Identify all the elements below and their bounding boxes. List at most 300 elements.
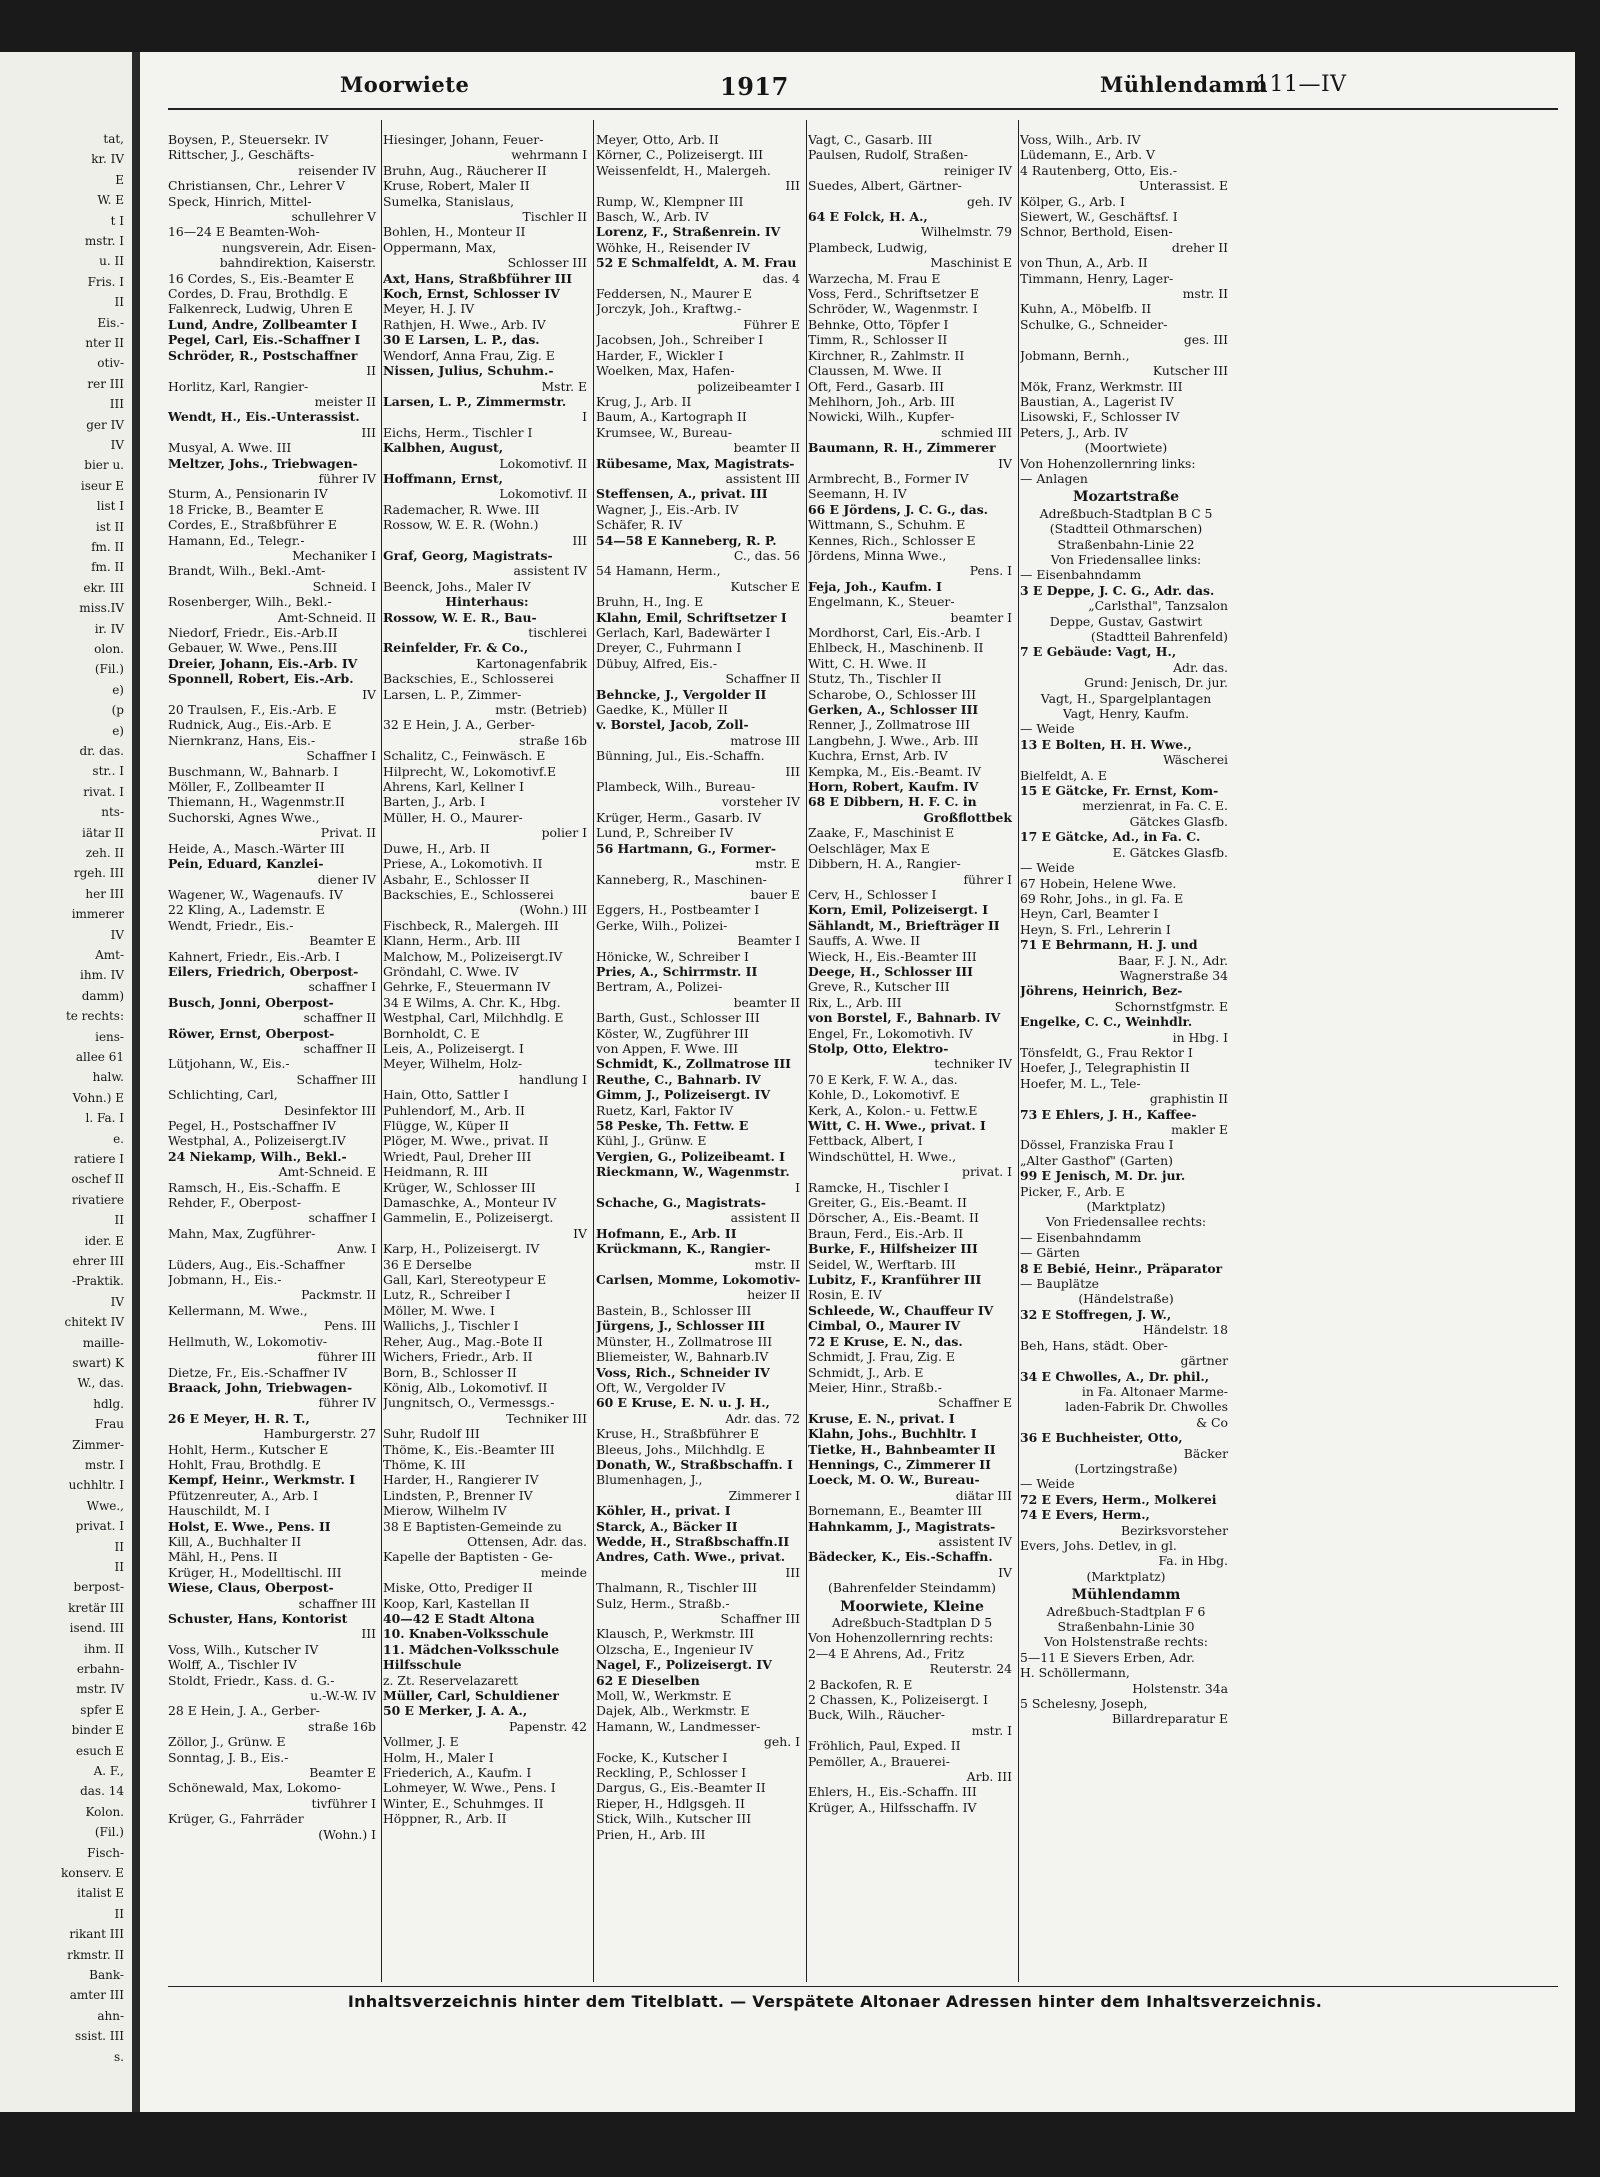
directory-entry-line: Höppner, R., Arb. II	[383, 1811, 507, 1827]
directory-entry-line: Westphal, A., Polizeisergt.IV	[168, 1133, 346, 1149]
directory-entry-line: Adreßbuch-Stadtplan F 6	[1046, 1603, 1206, 1619]
margin-fragment: ider. E	[84, 1233, 124, 1248]
directory-entry-line: Andres, Cath. Wwe., privat.	[596, 1549, 786, 1565]
directory-entry-line: Mstr. E	[541, 378, 587, 394]
directory-entry-line: Seemann, H. IV	[808, 486, 907, 502]
directory-entry-line: Speck, Hinrich, Mittel-	[168, 193, 312, 209]
directory-entry-line: Krüger, Herm., Gasarb. IV	[596, 809, 762, 825]
directory-entry-line: Malchow, M., Polizeisergt.IV	[383, 948, 563, 964]
directory-entry-line: Nowicki, Wilh., Kupfer-	[808, 409, 955, 425]
directory-entry-line: 17 E Gätcke, Ad., in Fa. C.	[1020, 829, 1201, 845]
margin-fragment: nter II	[85, 336, 124, 350]
directory-entry-line: wehrmann I	[511, 147, 587, 163]
directory-entry-line: schaffner III	[298, 1595, 376, 1611]
directory-entry-line: Hahnkamm, J., Magistrats-	[808, 1518, 996, 1534]
directory-entry-line: reiniger IV	[943, 162, 1012, 178]
margin-fragment: ratiere I	[73, 1152, 124, 1166]
directory-entry-line: Baar, F. J. N., Adr.	[1118, 952, 1228, 968]
directory-entry-line: Suhr, Rudolf III	[383, 1426, 480, 1442]
directory-entry-line: Wieck, H., Eis.-Beamter III	[808, 948, 977, 964]
directory-entry-line: Jorczyk, Joh., Kraftwg.-	[596, 301, 742, 317]
directory-entry-line: handlung I	[519, 1071, 587, 1087]
directory-entry-line: Adr. das. 72	[725, 1410, 800, 1426]
directory-entry-line: Schalitz, C., Feinwäsch. E	[383, 748, 546, 764]
margin-fragment: fm. II	[91, 540, 124, 554]
directory-entry-line: Reuthe, C., Bahnarb. IV	[596, 1071, 761, 1087]
directory-entry-line: Woelken, Max, Hafen-	[596, 363, 735, 379]
directory-entry-line: (Wohn.) III	[519, 902, 587, 918]
directory-entry-line: Reuterstr. 24	[929, 1661, 1012, 1677]
directory-entry-line: Beamter E	[309, 933, 376, 949]
directory-entry-line: Schneid. I	[312, 578, 376, 594]
directory-entry-line: Schäfer, R. IV	[596, 517, 683, 533]
directory-entry-line: Rossow, W. E. R., Bau-	[383, 609, 537, 625]
directory-entry-line: Hoffmann, Ernst,	[383, 470, 503, 486]
directory-entry-line: Holm, H., Maler I	[383, 1749, 494, 1765]
directory-entry-line: 15 E Gätcke, Fr. Ernst, Kom-	[1020, 783, 1219, 799]
directory-entry-line: Schröder, R., Postschaffner	[168, 347, 358, 363]
directory-entry-line: Beenck, Johs., Maler IV	[383, 578, 531, 594]
directory-entry-line: 16—24 E Beamten-Woh-	[168, 224, 320, 240]
directory-entry-line: Meyer, H. J. IV	[383, 301, 475, 317]
margin-fragment: Amt-	[95, 948, 124, 962]
directory-entry-line: Hinterhaus:	[445, 594, 529, 610]
directory-entry-line: Rump, W., Klempner III	[596, 193, 744, 209]
directory-entry-line: Cordes, D. Frau, Brothdlg. E	[168, 286, 348, 302]
margin-fragment: IV	[110, 1294, 124, 1309]
directory-entry-line: — Bauplätze	[1020, 1276, 1099, 1292]
directory-entry-line: diätar III	[955, 1487, 1012, 1503]
directory-entry-line: Adreßbuch-Stadtplan D 5	[831, 1615, 993, 1630]
directory-entry-line: Sählandt, M., Briefträger II	[808, 917, 1000, 933]
directory-entry-line: (Händelstraße)	[1078, 1291, 1174, 1307]
directory-entry-line: Hamann, W., Landmesser-	[596, 1718, 761, 1734]
directory-entry-line: III	[572, 532, 587, 548]
directory-entry-line: Kölper, G., Arb. I	[1020, 193, 1125, 209]
directory-entry-line: Beamter I	[737, 933, 800, 949]
directory-entry-line: straße 16b	[519, 732, 587, 748]
directory-entry-line: Privat. II	[320, 825, 376, 841]
directory-entry-line: Burke, F., Hilfsheizer III	[808, 1241, 978, 1257]
directory-entry-line: 10. Knaben-Volksschule	[383, 1626, 549, 1642]
directory-entry-line: heizer II	[747, 1287, 800, 1303]
directory-entry-line: Larsen, L. P., Zimmermstr.	[383, 393, 567, 409]
directory-entry-line: Langbehn, J. Wwe., Arb. III	[808, 732, 979, 748]
directory-entry-line: Sumelka, Stanislaus,	[383, 193, 515, 209]
directory-entry-line: von Thun, A., Arb. II	[1020, 255, 1148, 271]
directory-entry-line: Möller, F., Zollbeamter II	[168, 779, 325, 795]
margin-fragment: ssist. III	[75, 2029, 124, 2044]
directory-entry-line: Mök, Franz, Werkmstr. III	[1020, 378, 1183, 394]
directory-entry-line: Rix, L., Arb. III	[808, 994, 902, 1010]
directory-entry-line: III	[361, 1626, 376, 1642]
directory-entry-line: Musyal, A. Wwe. III	[168, 440, 292, 456]
directory-entry-line: Bäcker	[1183, 1445, 1228, 1461]
directory-entry-line: — Eisenbahndamm	[1020, 1229, 1142, 1245]
directory-entry-line: Backschies, E., Schlosserei	[383, 671, 554, 687]
directory-entry-line: Pfützenreuter, A., Arb. I	[168, 1487, 319, 1503]
directory-entry-line: Rademacher, R. Wwe. III	[383, 501, 540, 517]
directory-entry-line: schaffner I	[308, 1210, 376, 1226]
directory-entry-line: 8 E Bebié, Heinr., Präparator	[1020, 1260, 1223, 1276]
directory-entry-line: Wallichs, J., Tischler I	[383, 1318, 519, 1334]
directory-entry-line: ges. III	[1183, 332, 1228, 348]
directory-entry-line: Engel, Fr., Lokomotivh. IV	[808, 1025, 973, 1041]
directory-entry-line: Nissen, Julius, Schuhm.-	[383, 363, 554, 379]
directory-entry-line: H. Schöllermann,	[1020, 1665, 1130, 1681]
directory-entry-line: 64 E Folck, H. A.,	[808, 209, 928, 225]
directory-entry-line: 72 E Kruse, E. N., das.	[808, 1333, 963, 1349]
directory-entry-line: Bliemeister, W., Bahnarb.IV	[596, 1349, 769, 1365]
directory-entry-line: Horn, Robert, Kaufm. IV	[808, 779, 979, 795]
directory-entry-line: Stolp, Otto, Elektro-	[808, 1040, 949, 1056]
directory-entry-line: Rudnick, Aug., Eis.-Arb. E	[168, 717, 332, 733]
directory-entry-line: mstr. II	[754, 1256, 800, 1272]
directory-entry-line: Heide, A., Masch.-Wärter III	[168, 840, 345, 856]
directory-entry-line: Pens. III	[323, 1318, 376, 1334]
directory-entry-line: straße 16b	[308, 1718, 376, 1734]
directory-entry-line: Engelmann, K., Steuer-	[808, 594, 955, 610]
directory-entry-line: Müller, Carl, Schuldiener	[383, 1688, 559, 1704]
margin-fragment: Vohn.) E	[72, 1090, 124, 1105]
directory-entry-line: Renner, J., Zollmatrose III	[808, 717, 971, 733]
directory-entry-line: (Lortzingstraße)	[1074, 1460, 1178, 1476]
directory-entry-line: von Appen, F. Wwe. III	[596, 1040, 739, 1056]
directory-entry-line: Klausch, P., Werkmstr. III	[596, 1626, 755, 1642]
directory-entry-line: — Weide	[1020, 1476, 1075, 1492]
directory-entry-line: Cerv, H., Schlosser I	[808, 886, 937, 902]
directory-entry-line: Packmstr. II	[301, 1287, 376, 1303]
directory-entry-line: Suedes, Albert, Gärtner-	[808, 178, 962, 194]
margin-fragment: W., das.	[77, 1376, 124, 1391]
directory-entry-line: Schache, G., Magistrats-	[596, 1195, 766, 1211]
margin-fragment: II	[114, 295, 124, 310]
directory-entry-line: Ahrens, Karl, Kellner I	[383, 779, 525, 795]
directory-entry-line: Miske, Otto, Prediger II	[383, 1580, 533, 1596]
directory-entry-line: Kutscher E	[730, 578, 800, 594]
directory-entry-line: Rittscher, J., Geschäfts-	[168, 147, 315, 163]
margin-fragment: immerer	[71, 907, 124, 922]
directory-entry-line: Pegel, H., Postschaffner IV	[168, 1118, 336, 1133]
directory-entry-line: Oft, Ferd., Gasarb. III	[808, 378, 944, 394]
directory-entry-line: graphistin II	[1149, 1091, 1228, 1107]
directory-entry-line: Eggers, H., Postbeamter I	[596, 902, 760, 918]
directory-entry-line: Rosin, E. IV	[808, 1287, 882, 1303]
header-year: 1917	[720, 72, 789, 101]
directory-entry-line: 24 Niekamp, Wilh., Bekl.-	[168, 1148, 347, 1164]
directory-entry-line: Bruhn, H., Ing. E	[596, 594, 704, 610]
directory-entry-line: Kartonagenfabrik	[476, 655, 587, 671]
margin-fragment: rikant III	[69, 1927, 124, 1942]
directory-entry-line: Fa. in Hbg.	[1158, 1553, 1228, 1569]
directory-entry-line: Müller, H. O., Maurer-	[383, 809, 523, 825]
directory-entry-line: Puhlendorf, M., Arb. II	[383, 1102, 525, 1118]
directory-entry-line: Heyn, Carl, Beamter I	[1020, 906, 1159, 922]
directory-entry-line: Krüger, H., Modelltischl. III	[168, 1564, 342, 1580]
directory-entry-line: Fettback, Albert, I	[808, 1133, 923, 1149]
directory-entry-line: Kruse, Robert, Maler II	[383, 178, 530, 194]
directory-entry-line: Hauschildt, M. I	[168, 1503, 270, 1519]
directory-entry-line: Jöhrens, Heinrich, Bez-	[1020, 983, 1183, 999]
directory-entry-line: z. Zt. Reservelazarett	[383, 1672, 518, 1688]
directory-entry-line: 52 E Schmalfeldt, A. M. Frau	[596, 255, 797, 271]
directory-entry-line: schmied III	[941, 424, 1012, 440]
directory-entry-line: Gehrke, F., Steuermann IV	[383, 979, 551, 995]
directory-entry-line: Pein, Eduard, Kanzlei-	[168, 856, 324, 872]
directory-entry-line: 62 E Dieselben	[596, 1672, 700, 1688]
margin-fragment: allee 61	[75, 1050, 124, 1064]
margin-fragment: privat. I	[75, 1519, 124, 1534]
directory-entry-line: geh. I	[763, 1734, 800, 1750]
directory-entry-line: Tönsfeldt, G., Frau Rektor I	[1020, 1044, 1193, 1060]
directory-entry-line: Hennings, C., Zimmerer II	[808, 1456, 991, 1472]
directory-entry-line: III	[785, 763, 800, 779]
directory-entry-line: Straßenbahn-Linie 22	[1057, 536, 1195, 552]
directory-entry-line: Wendt, Friedr., Eis.-	[168, 917, 294, 933]
margin-fragment: ihm. II	[83, 1641, 124, 1656]
margin-fragment: (Fil.)	[94, 1825, 124, 1840]
directory-entry-line: Thalmann, R., Tischler III	[596, 1580, 758, 1596]
directory-entry-line: Heyn, S. Frl., Lehrerin I	[1020, 921, 1171, 937]
directory-entry-line: Hohlt, Frau, Brothdlg. E	[168, 1456, 322, 1472]
directory-entry-line: 69 Rohr, Johs., in gl. Fa. E	[1020, 890, 1184, 906]
directory-entry-line: 5 Schelesny, Joseph,	[1020, 1696, 1148, 1712]
directory-entry-line: 18 Fricke, B., Beamter E	[168, 501, 324, 517]
margin-fragment: spfer E	[80, 1702, 124, 1717]
directory-entry-line: Schmidt, K., Zollmatrose III	[596, 1056, 791, 1072]
directory-entry-line: vorsteher IV	[721, 794, 800, 810]
margin-fragment: kretär III	[68, 1600, 124, 1615]
directory-entry-line: Hamann, Ed., Telegr.-	[168, 532, 305, 548]
directory-entry-line: 54 Hamann, Herm.,	[596, 563, 721, 579]
directory-entry-line: 30 E Larsen, L. P., das.	[383, 332, 540, 348]
margin-fragment: II	[114, 1560, 124, 1574]
directory-entry-line: Bruhn, Aug., Räucherer II	[383, 162, 547, 178]
directory-column-1	[168, 132, 380, 1987]
margin-fragment: Bank-	[89, 1968, 124, 1982]
margin-fragment: III	[109, 397, 124, 412]
margin-fragment: bier u.	[84, 458, 124, 473]
directory-entry-line: Arb. III	[966, 1769, 1012, 1785]
directory-entry-line: Klahn, Johs., Buchhltr. I	[808, 1426, 977, 1442]
directory-entry-line: Lüders, Aug., Eis.-Schaffner	[168, 1256, 345, 1272]
directory-entry-line: Vergien, G., Polizeibeamt. I	[596, 1148, 785, 1164]
directory-entry-line: Dübuy, Alfred, Eis.-	[596, 655, 718, 671]
directory-entry-line: Schmidt, J. Frau, Zig. E	[808, 1349, 955, 1365]
directory-entry-line: Röwer, Ernst, Oberpost-	[168, 1025, 335, 1041]
directory-entry-line: Backschies, E., Schlosserei	[383, 886, 554, 902]
directory-entry-line: E. Gätckes Glasfb.	[1112, 844, 1228, 860]
directory-entry-line: Ottensen, Adr. das.	[467, 1533, 587, 1549]
directory-entry-line: Oft, W., Vergolder IV	[596, 1379, 726, 1395]
directory-entry-line: Fischbeck, R., Malergeh. III	[383, 917, 559, 933]
margin-fragment: binder E	[71, 1723, 124, 1738]
margin-fragment: halw.	[92, 1070, 124, 1085]
margin-fragment: e)	[112, 682, 124, 697]
directory-entry-line: Desinfektor III	[284, 1102, 376, 1118]
directory-entry-line: Kutscher III	[1152, 363, 1228, 379]
directory-entry-line: III	[785, 1564, 800, 1580]
previous-page-margin	[0, 52, 132, 2112]
margin-fragment: Frau	[95, 1417, 124, 1432]
margin-fragment: str.. I	[92, 764, 124, 779]
directory-entry-line: Von Friedensallee rechts:	[1045, 1214, 1207, 1230]
directory-entry-line: Adreßbuch-Stadtplan B C 5	[1039, 505, 1213, 521]
directory-entry-line: Dreyer, C., Fuhrmann I	[596, 640, 742, 656]
directory-entry-line: schaffner II	[303, 1010, 376, 1026]
directory-entry-line: Greve, R., Kutscher III	[808, 979, 950, 995]
margin-fragment: ekr. III	[83, 580, 124, 595]
directory-entry-line: Billardreparatur E	[1112, 1711, 1228, 1727]
directory-entry-line: — Gärten	[1020, 1245, 1080, 1261]
directory-entry-line: bahndirektion, Kaiserstr.	[219, 255, 376, 271]
directory-entry-line: Hiesinger, Johann, Feuer-	[383, 132, 544, 147]
directory-entry-line: Jobmann, H., Eis.-	[168, 1272, 282, 1288]
directory-entry-line: diener IV	[317, 871, 376, 887]
directory-entry-line: Suchorski, Agnes Wwe.,	[168, 809, 320, 825]
directory-entry-line: Gimm, J., Polizeisergt. IV	[596, 1087, 771, 1103]
directory-entry-line: 2 Chassen, K., Polizeisergt. I	[808, 1692, 988, 1708]
directory-entry-line: Born, B., Schlosser II	[383, 1364, 517, 1380]
directory-entry-line: Reckling, P., Schlosser I	[596, 1765, 747, 1781]
directory-entry-line: III	[785, 178, 800, 194]
directory-entry-line: Thöme, K. III	[383, 1456, 466, 1472]
margin-fragment: Fisch-	[87, 1845, 124, 1860]
directory-entry-line: Rathjen, H. Wwe., Arb. IV	[383, 316, 546, 332]
directory-entry-line: Ehlbeck, H., Maschinenb. II	[808, 640, 984, 656]
directory-entry-line: 99 E Jenisch, M. Dr. jur.	[1020, 1168, 1186, 1184]
directory-entry-line: Lohmeyer, W. Wwe., Pens. I	[383, 1780, 556, 1796]
directory-entry-line: Amt-Schneid. E	[278, 1164, 376, 1180]
directory-entry-line: Hönicke, W., Schreiber I	[596, 948, 749, 964]
directory-entry-line: Bastein, B., Schlosser III	[596, 1302, 752, 1318]
directory-entry-line: Gerlach, Karl, Badewärter I	[596, 625, 771, 640]
directory-entry-line: Lütjohann, W., Eis.-	[168, 1056, 290, 1072]
directory-entry-line: Gall, Karl, Stereotypeur E	[383, 1272, 547, 1288]
directory-entry-line: (Moortwiete)	[1084, 440, 1168, 456]
margin-fragment: miss.IV	[79, 601, 124, 616]
section-heading: Mühlendamm	[1071, 1588, 1181, 1604]
directory-entry-line: Voss, Rich., Schneider IV	[596, 1364, 770, 1380]
directory-entry-line: Dössel, Franziska Frau I	[1020, 1137, 1174, 1153]
directory-entry-line: matrose III	[730, 732, 800, 748]
directory-entry-line: Lokomotivf. II	[499, 455, 587, 471]
directory-entry-line: 11. Mädchen-Volksschule	[383, 1641, 560, 1657]
directory-entry-line: Jacobsen, Joh., Schreiber I	[596, 332, 764, 348]
header-left-street: Moorwiete	[340, 72, 470, 97]
directory-entry-line: Bornemann, E., Beamter III	[808, 1503, 983, 1519]
margin-fragment: Fris. I	[87, 274, 124, 289]
margin-fragment: ahn-	[97, 2008, 124, 2023]
directory-entry-line: Schlichting, Carl,	[168, 1087, 278, 1103]
directory-entry-line: Dietze, Fr., Eis.-Schaffner IV	[168, 1364, 348, 1380]
directory-entry-line: Adr. das.	[1173, 659, 1228, 675]
footer-note: Inhaltsverzeichnis hinter dem Titelblatt. — Verspätete Altonaer Adressen hinter dem Inhaltsverzeichnis.	[347, 1992, 1323, 2011]
directory-entry-line: Rossow, W. E. R. (Wohn.)	[383, 517, 539, 533]
directory-entry-line: 36 E Derselbe	[383, 1256, 472, 1272]
directory-entry-line: führer I	[963, 871, 1012, 887]
directory-entry-line: Loeck, M. O. W., Bureau-	[808, 1472, 980, 1488]
directory-entry-line: Stutz, Th., Tischler II	[808, 671, 942, 687]
directory-entry-line: Wedde, H., Straßbschaffn.II	[596, 1533, 790, 1549]
directory-entry-line: Armbrecht, B., Former IV	[808, 470, 969, 486]
directory-entry-line: Tietke, H., Bahnbeamter II	[808, 1441, 996, 1457]
directory-entry-line: Baum, A., Kartograph II	[596, 409, 747, 425]
directory-entry-line: assistent IV	[938, 1533, 1012, 1549]
directory-entry-line: Kill, A., Buchhalter II	[168, 1533, 302, 1549]
margin-fragment: ir. IV	[94, 621, 124, 636]
directory-entry-line: Harder, F., Wickler I	[596, 347, 724, 363]
directory-entry-line: Reinfelder, Fr. & Co.,	[383, 640, 529, 656]
directory-entry-line: Mahn, Max, Zugführer-	[168, 1225, 316, 1241]
directory-entry-line: „Alter Gasthof" (Garten)	[1020, 1152, 1173, 1168]
directory-entry-line: Thiemann, H., Wagenmstr.II	[168, 794, 345, 810]
directory-entry-line: Baumann, R. H., Zimmerer	[808, 440, 996, 456]
directory-entry-line: Lindsten, P., Brenner IV	[383, 1487, 533, 1503]
margin-fragment: Wwe.,	[86, 1498, 124, 1513]
directory-entry-line: Klann, Herm., Arb. III	[383, 933, 521, 949]
directory-entry-line: Pens. I	[969, 563, 1012, 579]
directory-entry-line: nungsverein, Adr. Eisen-	[222, 239, 376, 255]
directory-entry-line: Damaschke, A., Monteur IV	[383, 1195, 557, 1211]
directory-entry-line: 2 Backofen, R. E	[808, 1676, 913, 1692]
directory-entry-line: Kerk, A., Kolon.- u. Fettw.E	[808, 1102, 978, 1118]
directory-entry-line: 26 E Meyer, H. R. T.,	[168, 1410, 310, 1426]
margin-fragment: II	[114, 1539, 124, 1554]
directory-entry-line: Barten, J., Arb. I	[383, 794, 485, 810]
directory-entry-line: in Fa. Altonaer Marme-	[1081, 1383, 1228, 1399]
margin-fragment: rivat. I	[83, 784, 124, 799]
directory-entry-line: Kühl, J., Grünw. E	[596, 1133, 707, 1149]
directory-entry-line: Gammelin, E., Polizeisergt.	[383, 1210, 554, 1226]
directory-entry-line: laden-Fabrik Dr. Chwolles	[1065, 1399, 1228, 1415]
directory-entry-line: Anw. I	[337, 1241, 376, 1257]
directory-entry-line: Gebauer, W. Wwe., Pens.III	[168, 640, 338, 656]
directory-entry-line: 5—11 E Sievers Erben, Adr.	[1020, 1649, 1195, 1665]
page-number: 111—IV	[1255, 72, 1347, 97]
directory-entry-line: Schnor, Berthold, Eisen-	[1020, 224, 1173, 240]
directory-entry-line: Picker, F., Arb. E	[1020, 1183, 1125, 1199]
margin-fragment: chitekt IV	[64, 1315, 124, 1330]
directory-entry-line: Plambeck, Wilh., Bureau-	[596, 779, 756, 795]
directory-entry-line: Baustian, A., Lagerist IV	[1020, 393, 1174, 409]
directory-entry-line: 66 E Jördens, J. C. G., das.	[808, 501, 988, 517]
directory-entry-line: Kempka, M., Eis.-Beamt. IV	[808, 763, 981, 779]
margin-fragment: iseur E	[80, 478, 124, 493]
directory-entry-line: IV	[362, 686, 376, 702]
directory-entry-line: privat. I	[962, 1164, 1012, 1180]
directory-entry-line: Lüdemann, E., Arb. V	[1020, 147, 1155, 163]
directory-entry-line: Hohlt, Herm., Kutscher E	[168, 1441, 329, 1457]
directory-entry-line: (Marktplatz)	[1086, 1568, 1166, 1584]
margin-fragment: mstr. I	[84, 1458, 124, 1472]
margin-fragment: l. Fa. I	[85, 1111, 124, 1126]
margin-fragment: tat,	[103, 132, 124, 146]
directory-entry-line: Gätckes Glasfb.	[1129, 813, 1228, 829]
directory-entry-line: führer III	[317, 1349, 376, 1365]
margin-fragment: rer III	[87, 376, 124, 391]
directory-entry-line: Mähl, H., Pens. II	[168, 1549, 278, 1565]
directory-entry-line: Schönewald, Max, Lokomo-	[168, 1780, 341, 1796]
directory-entry-line: Cimbal, O., Maurer IV	[808, 1318, 961, 1334]
directory-entry-line: Klahn, Emil, Schriftsetzer I	[596, 609, 787, 625]
directory-entry-line: Schornstfgmstr. E	[1114, 998, 1228, 1014]
margin-fragment: s.	[114, 2049, 124, 2064]
directory-entry-line: Von Friedensallee links:	[1050, 551, 1202, 567]
directory-entry-line: Rehder, F., Oberpost-	[168, 1195, 302, 1211]
directory-entry-line: Holst, E. Wwe., Pens. II	[168, 1518, 331, 1534]
directory-entry-line: — Anlagen	[1020, 470, 1088, 486]
